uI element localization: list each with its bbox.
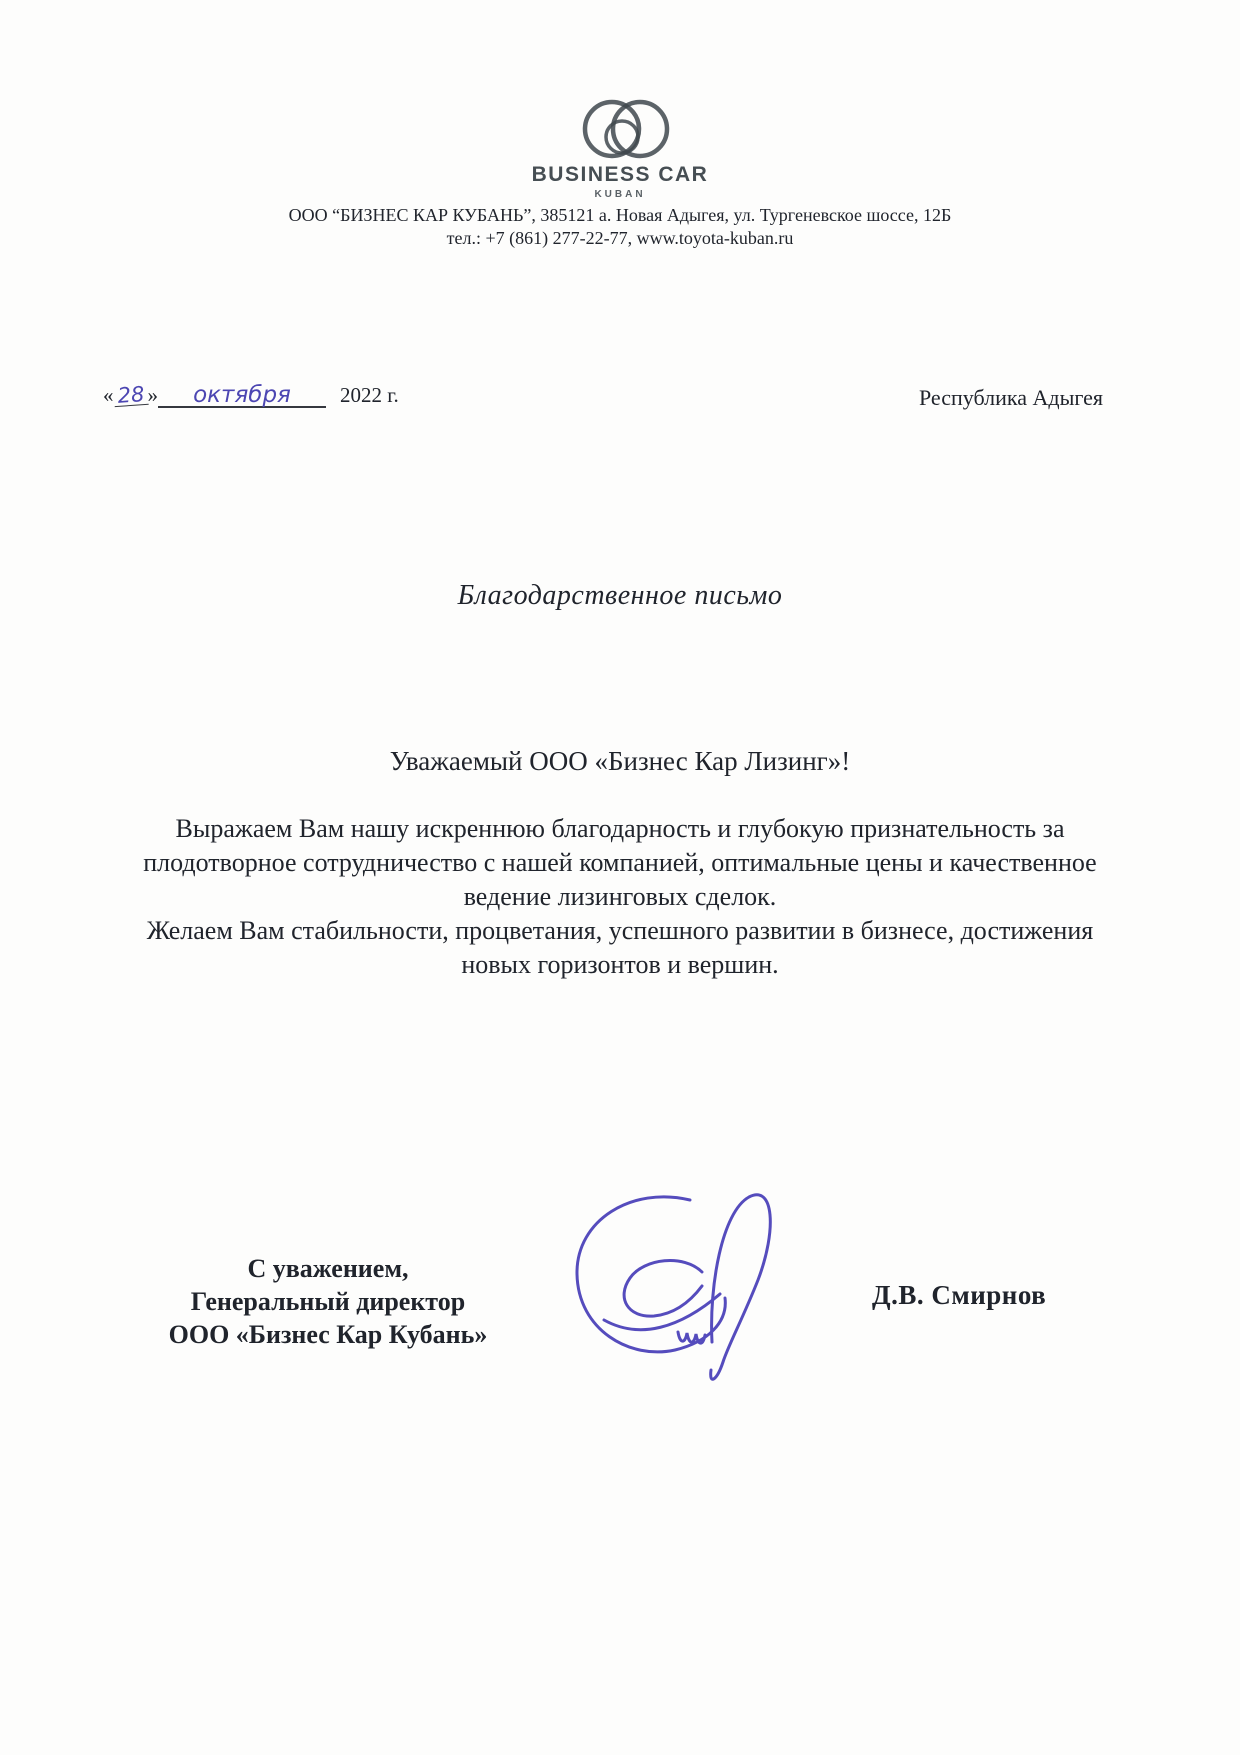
handwritten-month: октября	[193, 382, 291, 408]
salutation: Уважаемый ООО «Бизнес Кар Лизинг»!	[389, 746, 851, 776]
company-address: ООО “БИЗНЕС КАР КУБАНЬ”, 385121 а. Новая Адыгея, ул. Тургеневское шоссе, 12Б	[288, 205, 952, 225]
body-line: ведение лизинговых сделок.	[463, 882, 777, 911]
company-contacts: тел.: +7 (861) 277-22-77, www.toyota-kuban.ru	[446, 228, 794, 248]
closing-line: ООО «Бизнес Кар Кубань»	[168, 1320, 488, 1349]
letter-title: Благодарственное письмо	[457, 580, 783, 611]
body-line: Желаем Вам стабильности, процветания, успешного развитии в бизнесе, достижения	[146, 916, 1094, 945]
handwritten-signature	[562, 1182, 832, 1392]
logo-subtitle: KUBAN	[594, 189, 646, 200]
date-line	[103, 383, 399, 408]
body-line: Выражаем Вам нашу искреннюю благодарность и глубокую признательность за	[175, 814, 1065, 843]
year-label: 2022 г.	[340, 383, 399, 407]
region-label: Республика Адыгея	[918, 385, 1103, 410]
logo-wordmark: BUSINESS CAR	[531, 163, 709, 186]
letter-body	[80, 812, 1160, 982]
closing-line: С уважением,	[247, 1254, 409, 1283]
business-car-rings-icon	[578, 96, 674, 166]
signer-name: Д.В. Смирнов	[872, 1280, 1047, 1310]
quote-close: »	[147, 383, 158, 407]
closing-line: Генеральный директор	[190, 1287, 466, 1316]
body-line: новых горизонтов и вершин.	[461, 950, 779, 979]
handwritten-day: 28	[113, 384, 148, 407]
closing-block	[128, 1252, 528, 1351]
quote-open: «	[103, 383, 114, 407]
body-line: плодотворное сотрудничество с нашей компанией, оптимальные цены и качественное	[143, 848, 1097, 877]
